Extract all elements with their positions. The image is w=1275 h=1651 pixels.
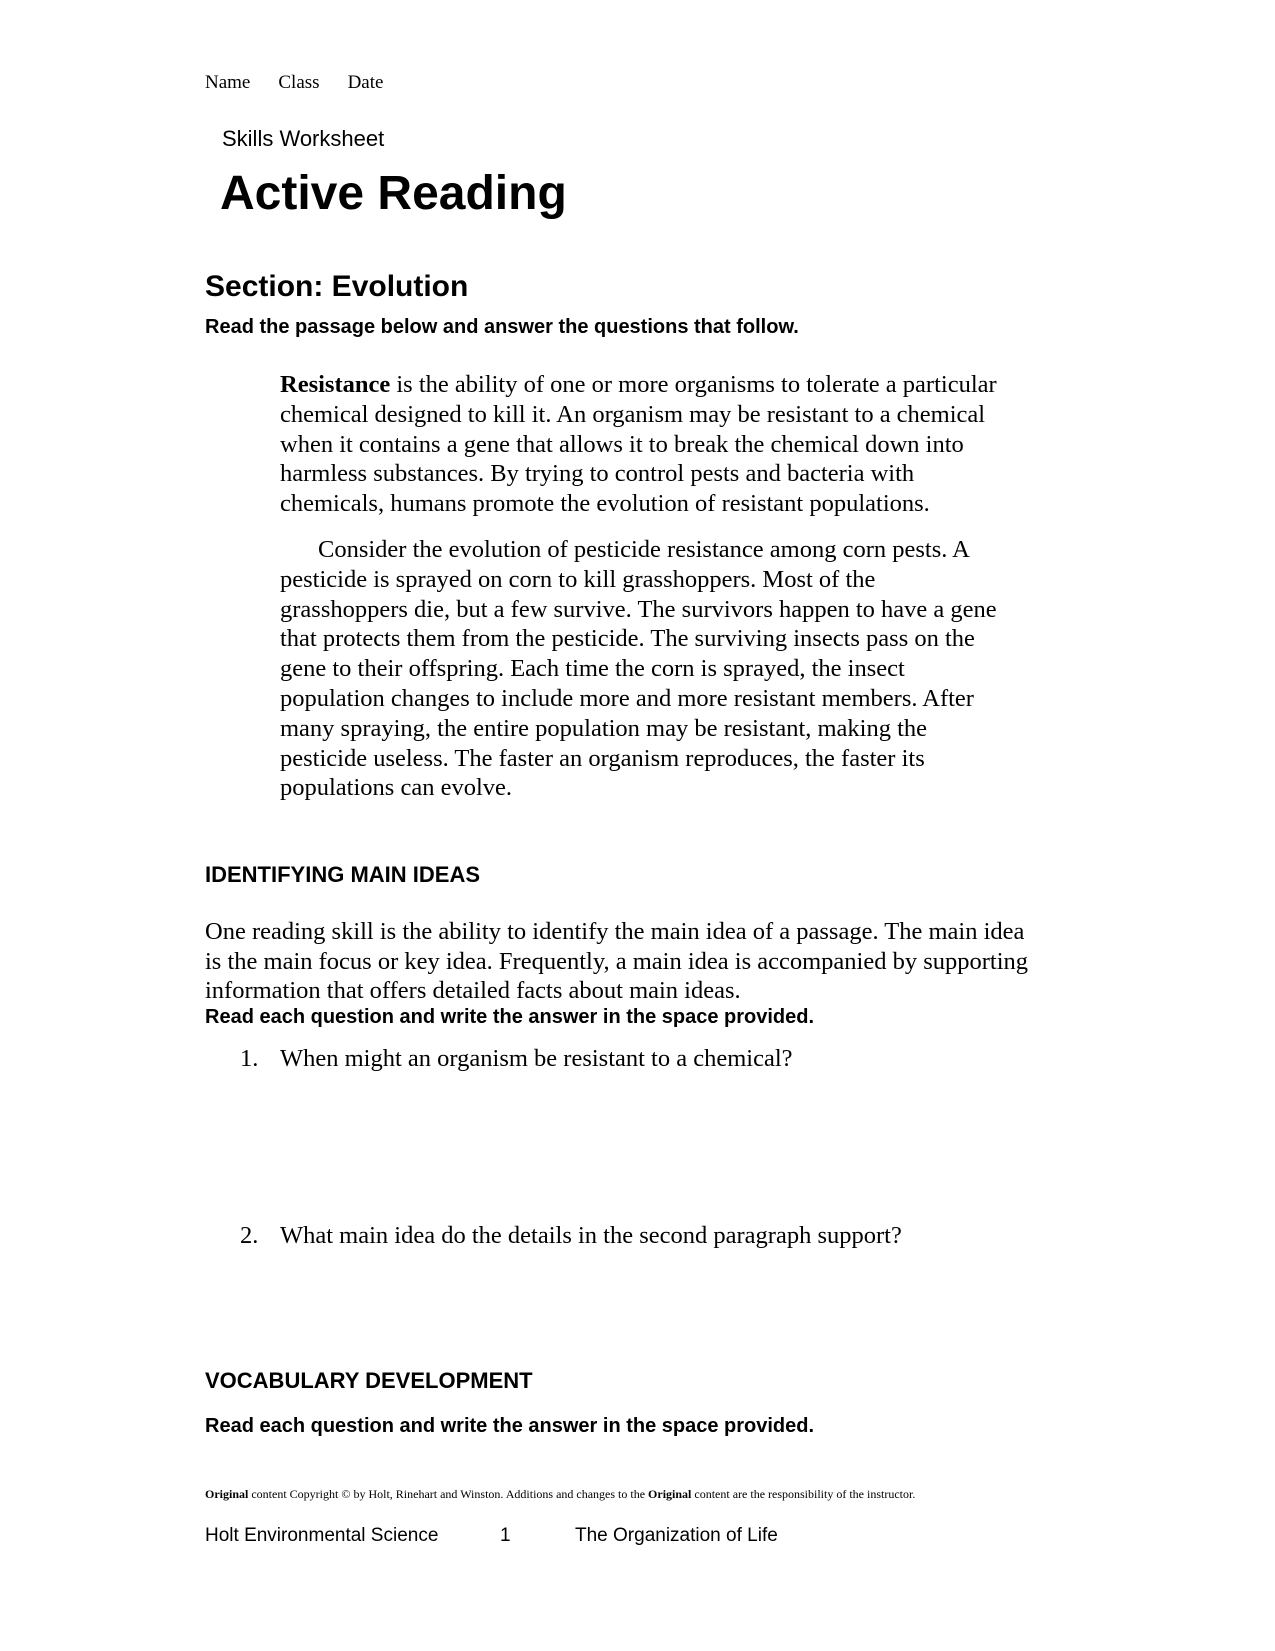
worksheet-title: Active Reading [220,167,567,220]
name-label: Name [205,72,251,93]
reading-passage [280,370,1000,803]
copyright-text-2: content are the responsibility of the instructor. [691,1487,916,1501]
main-ideas-instruction: Read each question and write the answer in the space provided. [205,1006,815,1028]
copyright-original-word: Original [205,1487,249,1501]
page-footer [205,1525,778,1547]
class-label: Class [278,72,320,93]
footer-page-number: 1 [500,1525,511,1546]
key-term: Resistance [280,371,391,398]
main-ideas-intro: One reading skill is the ability to identify the main idea of a passage. The main idea is the main focus or key idea. Frequently, a main idea is accompanied by supporting information that offers detailed facts about main ideas. [205,918,1029,1004]
footer-chapter-title: The Organization of Life [575,1525,778,1546]
passage-paragraph-1 [280,370,1000,519]
copyright-original-word: Original [648,1487,692,1501]
passage-paragraph-2: Consider the evolution of pesticide resistance among corn pests. A pesticide is sprayed on corn to kill grasshoppers. Most of the grasshoppers die, but a few survive. The survivors happen to have a gene that protects them from the pesticide. The surviving insects pass on the gene to their offspring. Each time the corn is sprayed, the insect population changes to include more and more resistant members. After many spraying, the entire population may be resistant, making the pesticide useless. The faster an organism reproduces, the faster its populations can evolve. [280,535,997,802]
question-number: 2. [240,1222,259,1249]
worksheet-type: Skills Worksheet [222,126,385,151]
passage-instruction: Read the passage below and answer the questions that follow. [205,316,799,338]
header-fields [205,72,383,94]
footer-book-title: Holt Environmental Science [205,1525,439,1546]
vocabulary-instruction: Read each question and write the answer in the space provided. [205,1415,815,1437]
question-2 [240,1222,902,1250]
question-number: 1. [240,1045,259,1072]
question-1 [240,1045,793,1073]
question-text: When might an organism be resistant to a chemical? [280,1045,793,1072]
main-ideas-heading: IDENTIFYING MAIN IDEAS [205,862,481,887]
section-title: Section: Evolution [205,270,469,303]
copyright-text-1: content Copyright © by Holt, Rinehart and Winston. Additions and changes to the [248,1487,649,1501]
question-text: What main idea do the details in the second paragraph support? [280,1222,902,1249]
date-label: Date [347,72,384,93]
copyright-notice [205,1487,915,1502]
vocabulary-heading: VOCABULARY DEVELOPMENT [205,1368,533,1393]
paragraph-1-text: is the ability of one or more organisms to tolerate a particular chemical designed to kill it. An organism may be resistant to a chemical when it contains a gene that allows it to break the chemical down into harmless substances. By trying to control pests and bacteria with chemicals, humans promote the evolution of resistant populations. [280,371,997,518]
